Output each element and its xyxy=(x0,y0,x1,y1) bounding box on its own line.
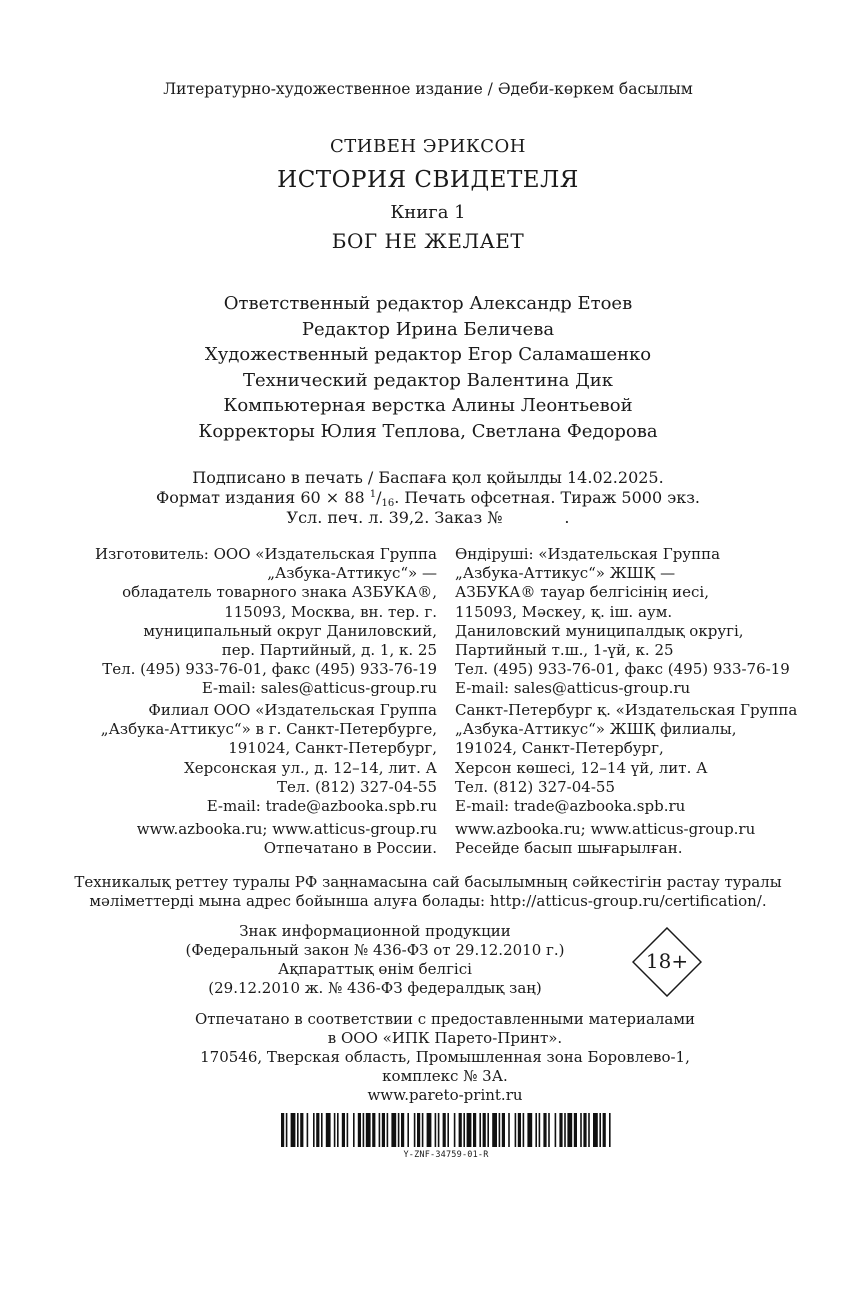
branch-ru-line: Тел. (812) 327-04-55 xyxy=(277,777,437,796)
manufacturer-kz xyxy=(455,545,790,699)
sheets-suffix: . xyxy=(564,508,570,527)
manufacturer-kz-line: Өндіруші: «Издательская Группа xyxy=(455,545,721,563)
branch-ru-line: „Азбука-Аттикус“» в г. Санкт-Петербурге, xyxy=(100,720,437,739)
manufacturer-ru-line: „Азбука-Аттикус“» — xyxy=(267,564,437,583)
credit-line: Компьютерная верстка Алины Леонтьевой xyxy=(223,395,633,416)
barcode-bar xyxy=(499,1113,501,1147)
barcode-bar xyxy=(467,1113,472,1147)
manufacturer-ru xyxy=(95,545,437,699)
barcode-bar xyxy=(539,1113,541,1147)
barcode-bar xyxy=(559,1113,562,1147)
barcode-bar xyxy=(543,1113,546,1147)
manufacturer-kz-line: Даниловский муниципалдық округі, xyxy=(455,621,744,640)
manufacturer-ru-line: E-mail: sales@atticus-group.ru xyxy=(201,679,437,698)
manufacturer-ru-line: пер. Партийный, д. 1, к. 25 xyxy=(221,641,437,660)
manufacturer-kz-line: Партийный т.ш., 1-үй, к. 25 xyxy=(455,641,674,660)
branch-ru-line: 191024, Санкт-Петербург, xyxy=(228,739,437,758)
barcode-bar xyxy=(347,1113,349,1147)
printer-line: Отпечатано в соответствии с предоставленными материалами xyxy=(194,1010,696,1028)
web-ru-line: Отпечатано в России. xyxy=(263,839,437,858)
barcode-bar xyxy=(353,1113,355,1147)
barcode-bar xyxy=(401,1113,404,1147)
branch-kz-line: E-mail: trade@azbooka.spb.ru xyxy=(455,797,686,816)
age-rating-label: 18+ xyxy=(645,949,689,973)
barcode-bar xyxy=(473,1113,476,1147)
barcode-bar xyxy=(515,1113,517,1147)
barcode-code: Y-ZNF-34759-01-R xyxy=(403,1150,489,1160)
barcode-bar xyxy=(334,1113,336,1147)
credit-line: Художественный редактор Егор Саламашенко xyxy=(204,344,652,365)
manufacturer-kz-line: АЗБУКА® тауар белгісінің иесі, xyxy=(455,583,709,602)
barcode-bar xyxy=(307,1113,309,1147)
format-slash: / xyxy=(376,488,382,507)
barcode-bar xyxy=(454,1113,456,1147)
author-name: СТИВЕН ЭРИКСОН xyxy=(330,136,526,157)
credit-line: Редактор Ирина Беличева xyxy=(301,318,555,340)
web-kz xyxy=(455,820,755,858)
web-ru xyxy=(137,820,437,858)
manufacturer-kz-line: 115093, Мәскеу, қ. іш. аум. xyxy=(455,602,673,621)
barcode-bar xyxy=(535,1113,537,1147)
barcode-bar xyxy=(599,1113,601,1147)
branch-kz-line: 191024, Санкт-Петербург, xyxy=(455,739,664,758)
credit-line: Ответственный редактор Александр Етоев xyxy=(223,293,633,314)
book-title: БОГ НЕ ЖЕЛАЕТ xyxy=(331,229,525,253)
barcode-bar xyxy=(574,1113,577,1147)
barcode-bar xyxy=(443,1113,446,1147)
barcode-bar xyxy=(502,1113,505,1147)
signed-date: Подписано в печать / Баспаға қол қойылды 14.02.2025. xyxy=(192,468,664,487)
tech-regulation-line: Техникалық реттеу туралы РФ заңнамасына сай басылымның сәйкестігін растау туралы xyxy=(74,873,782,891)
editorial-credits xyxy=(0,291,856,444)
barcode-bar xyxy=(286,1113,288,1147)
printer-line: комплекс № 3А. xyxy=(382,1067,508,1085)
barcode-bar xyxy=(297,1113,299,1147)
barcode-bar xyxy=(363,1113,365,1147)
barcode-bar xyxy=(391,1113,396,1147)
branch-ru-line: Херсонская ул., д. 12–14, лит. А xyxy=(184,758,437,777)
web-kz-line: www.azbooka.ru; www.atticus-group.ru xyxy=(455,820,756,838)
barcode-bar xyxy=(459,1113,462,1147)
tech-regulation-note xyxy=(0,873,856,911)
branch-kz xyxy=(455,701,797,816)
barcode-bar xyxy=(337,1113,339,1147)
barcode-bar xyxy=(438,1113,440,1147)
barcode-bar xyxy=(358,1113,361,1147)
edition-genre: Литературно-художественное издание / Әдеби-көркем басылым xyxy=(163,80,693,98)
barcode-bar xyxy=(479,1113,481,1147)
manufacturer-kz-line: „Азбука-Аттикус“» ЖШҚ — xyxy=(455,564,676,583)
barcode-bar xyxy=(321,1113,323,1147)
printer-line: www.pareto-print.ru xyxy=(367,1086,523,1104)
barcode-bar xyxy=(379,1113,381,1147)
barcode-bar xyxy=(422,1113,424,1147)
format-suffix: . Печать офсетная. Тираж 5000 экз. xyxy=(394,488,700,507)
barcode-bar xyxy=(291,1113,296,1147)
printer-info xyxy=(0,1010,856,1105)
web-kz-line: Ресейде басып шығарылған. xyxy=(455,839,683,858)
branch-ru xyxy=(101,701,437,816)
barcode-bar xyxy=(372,1113,375,1147)
barcode-bar xyxy=(487,1113,489,1147)
format-line xyxy=(0,488,856,508)
barcode-bar xyxy=(398,1113,400,1147)
printer-line: 170546, Тверская область, Промышленная зона Боровлево-1, xyxy=(200,1048,690,1066)
barcode-bar xyxy=(527,1113,532,1147)
printer-line: в ООО «ИПК Парето-Принт». xyxy=(327,1029,563,1047)
barcode-bar xyxy=(583,1113,586,1147)
barcode-bar xyxy=(447,1113,449,1147)
sheets-order-line xyxy=(0,508,856,528)
manufacturer-ru-line: муниципальный округ Даниловский, xyxy=(143,621,437,640)
barcode-bar xyxy=(548,1113,550,1147)
branch-kz-line: Херсон көшесі, 12–14 үй, лит. А xyxy=(455,758,708,777)
barcode-bar xyxy=(603,1113,606,1147)
barcode-bar xyxy=(555,1113,557,1147)
barcode-bar xyxy=(609,1113,611,1147)
barcode-bar xyxy=(313,1113,315,1147)
barcode-bar xyxy=(580,1113,582,1147)
barcode-bar xyxy=(435,1113,437,1147)
series-title: ИСТОРИЯ СВИДЕТЕЛЯ xyxy=(277,167,579,193)
credit-line: Корректоры Юлия Теплова, Светлана Федорова xyxy=(198,420,658,442)
manufacturer-kz-line: E-mail: sales@atticus-group.ru xyxy=(455,679,691,698)
manufacturer-ru-line: Изготовитель: ООО «Издательская Группа xyxy=(94,545,437,563)
barcode-bar xyxy=(387,1113,389,1147)
format-numerator: 1 xyxy=(369,489,377,500)
branch-ru-line: E-mail: trade@azbooka.spb.ru xyxy=(206,797,437,816)
manufacturer-kz-line: Тел. (495) 933-76-01, факс (495) 933-76-19 xyxy=(455,660,790,679)
info-sign-line: (29.12.2010 ж. № 436-ФЗ федералдық заң) xyxy=(208,979,542,997)
branch-kz-line: „Азбука-Аттикус“» ЖШҚ филиалы, xyxy=(455,720,737,739)
barcode-bar xyxy=(407,1113,409,1147)
barcode-bar xyxy=(523,1113,525,1147)
branch-ru-line: Филиал ООО «Издательская Группа xyxy=(148,701,437,719)
branch-kz-line: Санкт-Петербург қ. «Издательская Группа xyxy=(455,701,798,719)
barcode-bar xyxy=(366,1113,371,1147)
branch-kz-line: Тел. (812) 327-04-55 xyxy=(455,777,615,796)
format-prefix: Формат издания 60 × 88 xyxy=(155,488,370,507)
barcode-bar xyxy=(508,1113,510,1147)
barcode-bar xyxy=(492,1113,497,1147)
barcode-bar xyxy=(427,1113,432,1147)
barcode-bar xyxy=(564,1113,566,1147)
credit-line: Технический редактор Валентина Дик xyxy=(242,369,613,391)
manufacturer-ru-line: Тел. (495) 933-76-01, факс (495) 933-76-19 xyxy=(102,660,437,679)
sheets-prefix: Усл. печ. л. 39,2. Заказ № xyxy=(286,508,503,527)
manufacturer-ru-line: обладатель товарного знака АЗБУКА®, xyxy=(122,583,437,602)
info-sign-line: Ақпараттық өнім белгісі xyxy=(278,960,472,978)
barcode-bar xyxy=(414,1113,416,1147)
book-number: Книга 1 xyxy=(390,202,466,223)
barcode-bar xyxy=(281,1113,284,1147)
barcode-bar xyxy=(483,1113,486,1147)
barcode-bar xyxy=(342,1113,345,1147)
format-denominator: 16 xyxy=(381,498,395,509)
info-sign-line: (Федеральный закон № 436-ФЗ от 29.12.2010 г.) xyxy=(185,941,565,959)
barcode-bar xyxy=(518,1113,521,1147)
manufacturer-ru-line: 115093, Москва, вн. тер. г. xyxy=(224,602,437,621)
print-info xyxy=(0,468,856,528)
barcode-bar xyxy=(567,1113,572,1147)
info-sign-line: Знак информационной продукции xyxy=(239,922,511,940)
barcode-icon xyxy=(281,1113,611,1147)
web-ru-line: www.azbooka.ru; www.atticus-group.ru xyxy=(136,820,437,838)
barcode-bar xyxy=(326,1113,331,1147)
barcode-bar xyxy=(316,1113,319,1147)
barcode-bar xyxy=(463,1113,465,1147)
tech-regulation-line: мәліметтерді мына адрес бойынша алуға болады: http://atticus-group.ru/certification/. xyxy=(89,892,767,910)
barcode-bar xyxy=(300,1113,303,1147)
barcode-bar xyxy=(382,1113,385,1147)
barcode-bar xyxy=(593,1113,598,1147)
barcode-bar xyxy=(417,1113,420,1147)
barcode-bar xyxy=(588,1113,590,1147)
